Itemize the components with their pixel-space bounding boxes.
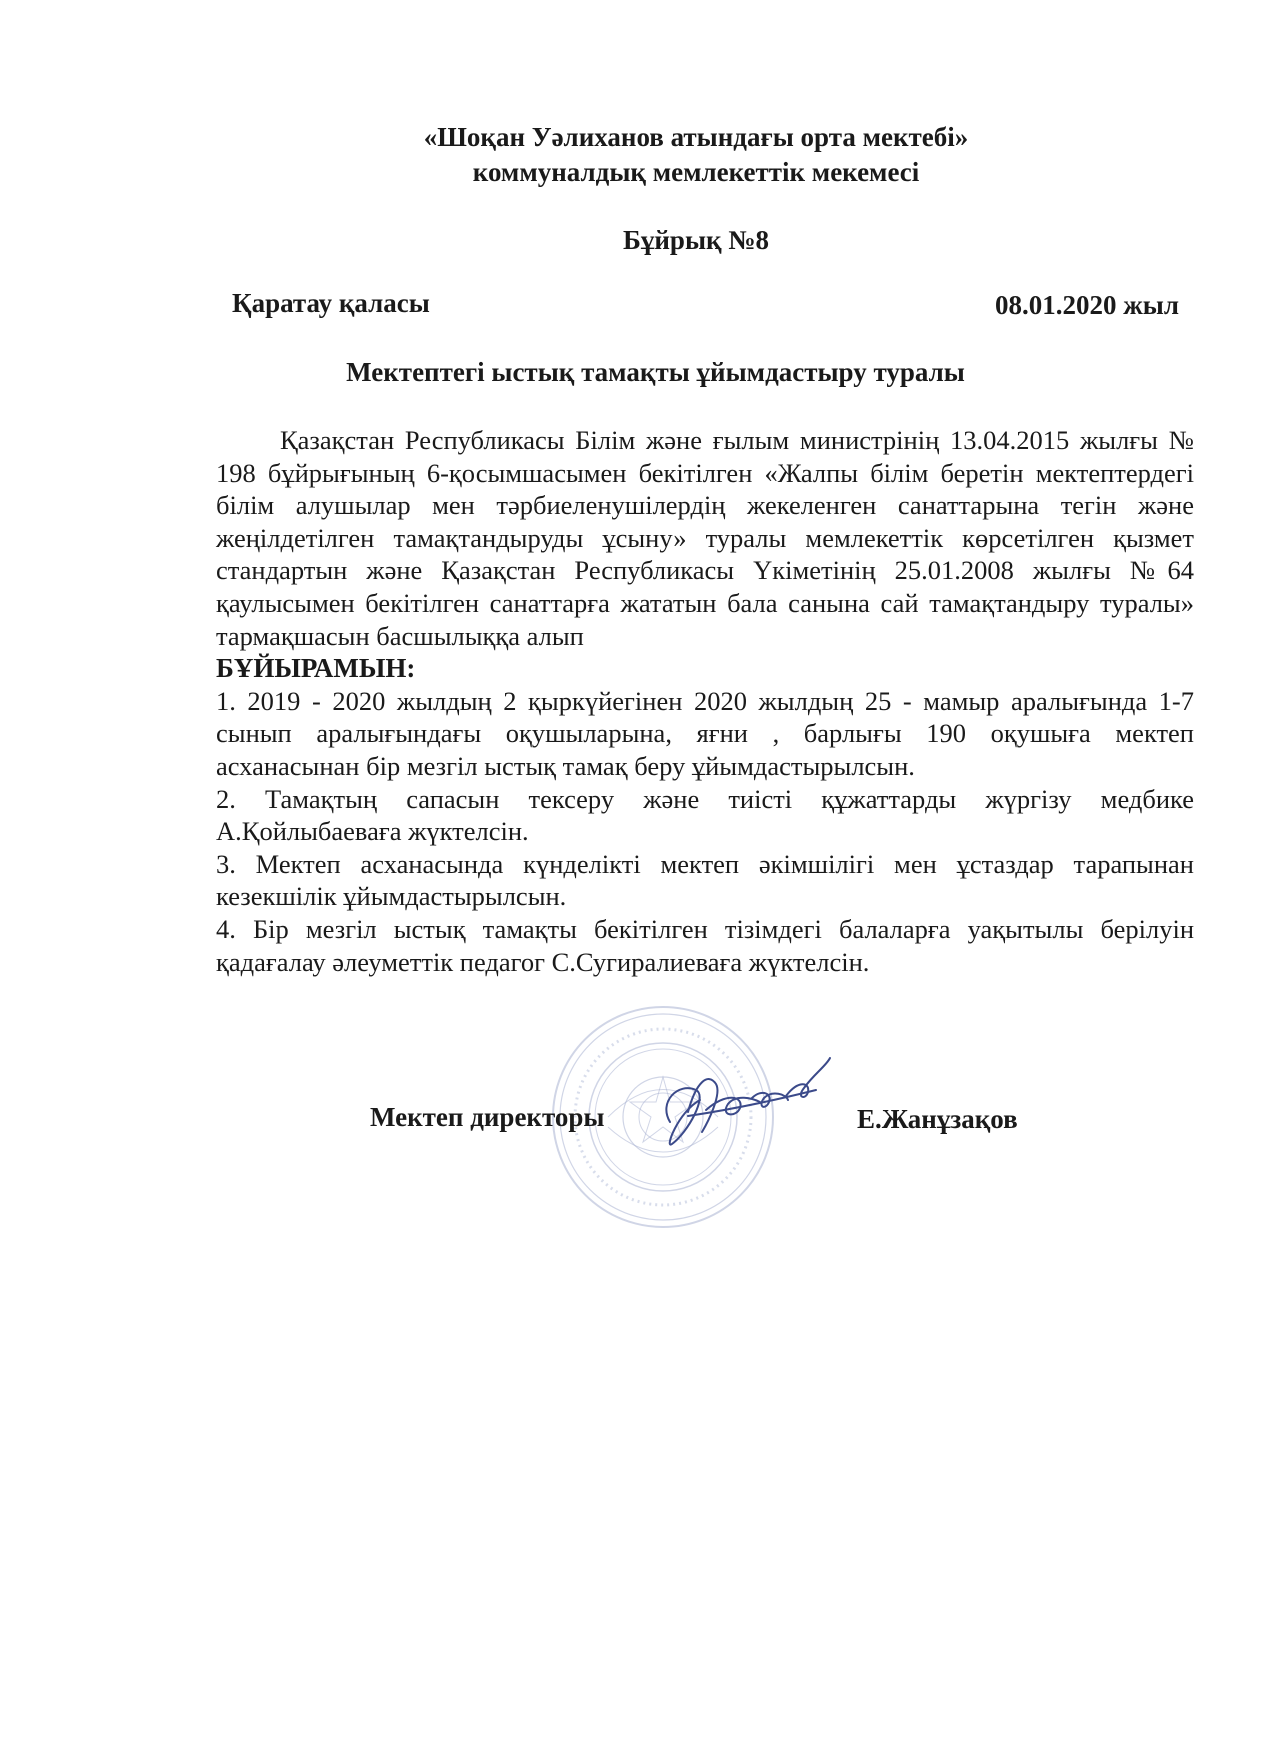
order-date: 08.01.2020 жыл <box>994 290 1179 320</box>
institution-type: коммуналдық мемлекеттік мекемесі <box>472 157 920 187</box>
signature-icon <box>648 1052 838 1162</box>
order-subject: Мектептегі ыстық тамақты ұйымдастыру туралы <box>346 357 965 387</box>
order-item: 3. Мектеп асханасында күнделікті мектеп әкімшілігі мен ұстаздар тарапынан кезекшілік ұйымдастырылсын. <box>216 848 1194 912</box>
order-item: 4. Бір мезгіл ыстық тамақты бекітілген тізімдегі балаларға уақытылы берілуін қадағалау әлеуметтік педагог С.Сугиралиеваға жүктелсін. <box>216 913 1194 977</box>
order-item: 1. 2019 - 2020 жылдың 2 қыркүйегінен 2020 жылдың 25 - мамыр аралығында 1-7 сынып аралығындағы оқушыларына, яғни , барлығы 190 оқушыға мектеп асханасынан бір мезгіл ыстық тамақ беру ұйымдастырылсын. <box>216 685 1194 781</box>
signatory-title: Мектеп директоры <box>370 1102 605 1132</box>
city: Қаратау қаласы <box>232 288 430 318</box>
order-item: 2. Тамақтың сапасын тексеру және тиісті құжаттарды жүргізу медбике А.Қойлыбаеваға жүктелсін. <box>216 783 1194 847</box>
order-body <box>216 424 1194 978</box>
command-heading: БҰЙЫРАМЫН: <box>216 653 416 684</box>
signatory-name: Е.Жанұзақов <box>857 1104 1018 1134</box>
order-items <box>216 685 1194 978</box>
preamble-paragraph: Қазақстан Республикасы Білім және ғылым министрінің 13.04.2015 жылғы № 198 бұйрығының 6-қосымшасымен бекітілген «Жалпы білім беретін мектептердегі білім алушылар мен тәрбиеленушілердің жекеленген санаттарына тегін және жеңілдетілген тамақтандыруды ұсыну» туралы мемлекеттік көрсетілген қызмет стандартын және Қазақстан Республикасы Үкіметінің 25.01.2008 жылғы №64 қаулысымен бекітілген санаттарға жататын бала санына сай тамақтандыру туралы» тармақшасын басшылыққа алып <box>216 425 1194 651</box>
institution-name: «Шоқан Уәлиханов атындағы орта мектебі» <box>423 122 969 152</box>
order-number: Бұйрық №8 <box>623 225 769 255</box>
